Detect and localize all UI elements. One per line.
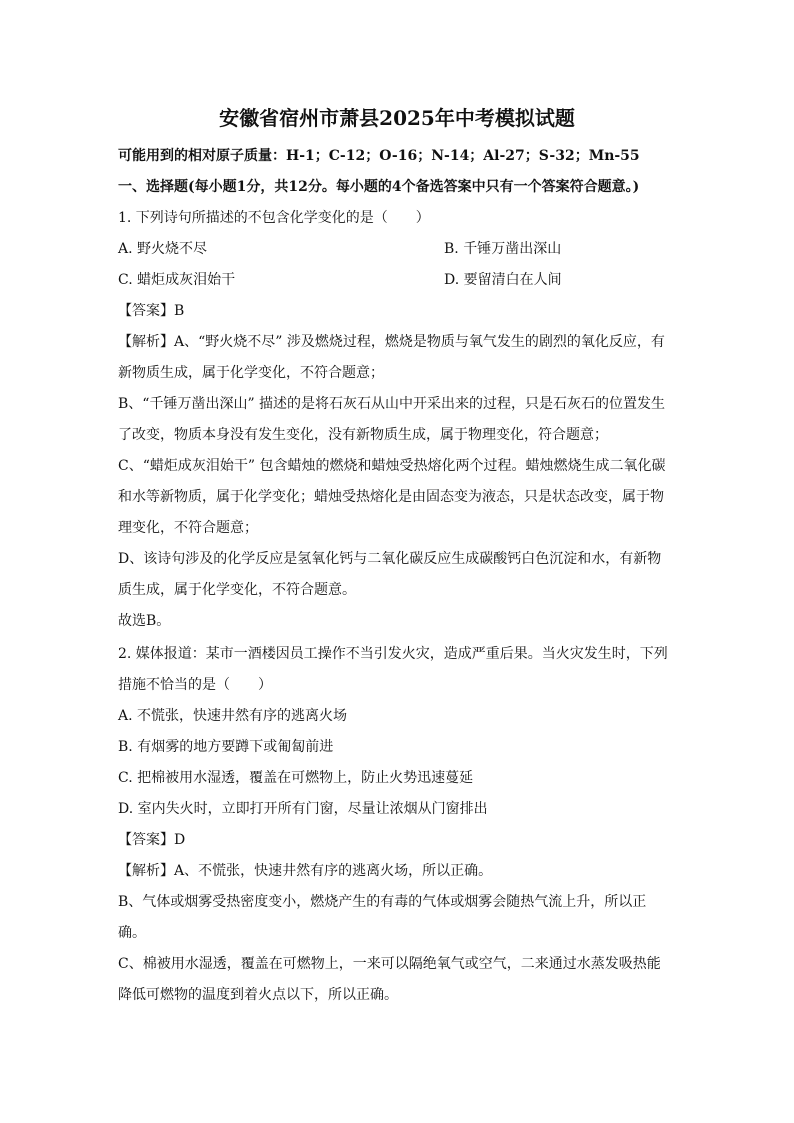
question-1-option-b: B. 千锤万凿出深山 [444, 241, 562, 257]
question-1-conclusion: 故选B。 [118, 613, 171, 629]
question-2-analysis-line: C、棉被用水湿透，覆盖在可燃物上，一来可以隔绝氧气或空气，二来通过水蒸发吸热能 [118, 956, 661, 972]
exam-title: 安徽省宿州市萧县2025年中考模拟试题 [219, 106, 575, 130]
question-2-analysis-line: 【解析】A、不慌张，快速井然有序的逃离火场，所以正确。 [118, 863, 493, 879]
question-2-analysis-line: 降低可燃物的温度到着火点以下，所以正确。 [118, 987, 398, 1003]
question-1-analysis-line: B、“千锤万凿出深山” 描述的是将石灰石从山中开采出来的过程，只是石灰石的位置发生 [118, 396, 666, 412]
question-1-stem: 1. 下列诗句所描述的不包含化学变化的是（ ） [118, 210, 430, 226]
question-2-option-a: A. 不慌张，快速井然有序的逃离火场 [118, 708, 348, 724]
question-2-stem: 措施不恰当的是（ ） [118, 677, 272, 693]
question-1-answer: 【答案】B [118, 303, 185, 319]
question-1-analysis-line: 理变化，不符合题意； [118, 520, 258, 536]
question-1-analysis-line: D、该诗句涉及的化学反应是氢氧化钙与二氧化碳反应生成碳酸钙白色沉淀和水，有新物 [118, 551, 662, 567]
question-1-analysis-line: 了改变，物质本身没有发生变化，没有新物质生成，属于物理变化，符合题意； [118, 427, 608, 443]
question-1-option-c: C. 蜡炬成灰泪始干 [118, 272, 236, 288]
atomic-masses-note: 可能用到的相对原子质量：H-1；C-12；O-16；N-14；Al-27；S-32；Mn-55 [118, 148, 640, 164]
question-1-analysis-line: 新物质生成，属于化学变化，不符合题意； [118, 365, 384, 381]
section-heading: 一、选择题(每小题1分，共12分。每小题的4个备选答案中只有一个答案符合题意。) [118, 179, 640, 195]
question-1-analysis-line: 【解析】A、“野火烧不尽” 涉及燃烧过程，燃烧是物质与氧气发生的剧烈的氧化反应，有 [118, 334, 665, 350]
question-2-option-c: C. 把棉被用水湿透，覆盖在可燃物上，防止火势迅速蔓延 [118, 770, 474, 786]
question-2-option-b: B. 有烟雾的地方要蹲下或匍匐前进 [118, 739, 334, 755]
question-1-analysis-line: C、“蜡炬成灰泪始干” 包含蜡烛的燃烧和蜡烛受热熔化两个过程。蜡烛燃烧生成二氧化碳 [118, 458, 666, 474]
question-2-answer: 【答案】D [118, 832, 186, 848]
question-2-analysis-line: 确。 [118, 925, 146, 941]
question-2-analysis-line: B、气体或烟雾受热密度变小，燃烧产生的有毒的气体或烟雾会随热气流上升，所以正 [118, 894, 647, 910]
question-1-analysis-line: 质生成，属于化学变化，不符合题意。 [118, 582, 356, 598]
question-2-stem: 2. 媒体报道：某市一酒楼因员工操作不当引发火灾，造成严重后果。当火灾发生时，下列 [118, 646, 668, 662]
question-1-analysis-line: 和水等新物质，属于化学变化；蜡烛受热熔化是由固态变为液态，只是状态改变，属于物 [118, 489, 664, 505]
question-1-option-d: D. 要留清白在人间 [444, 272, 562, 288]
question-2-option-d: D. 室内失火时，立即打开所有门窗，尽量让浓烟从门窗排出 [118, 801, 488, 817]
question-1-option-a: A. 野火烧不尽 [118, 241, 208, 257]
